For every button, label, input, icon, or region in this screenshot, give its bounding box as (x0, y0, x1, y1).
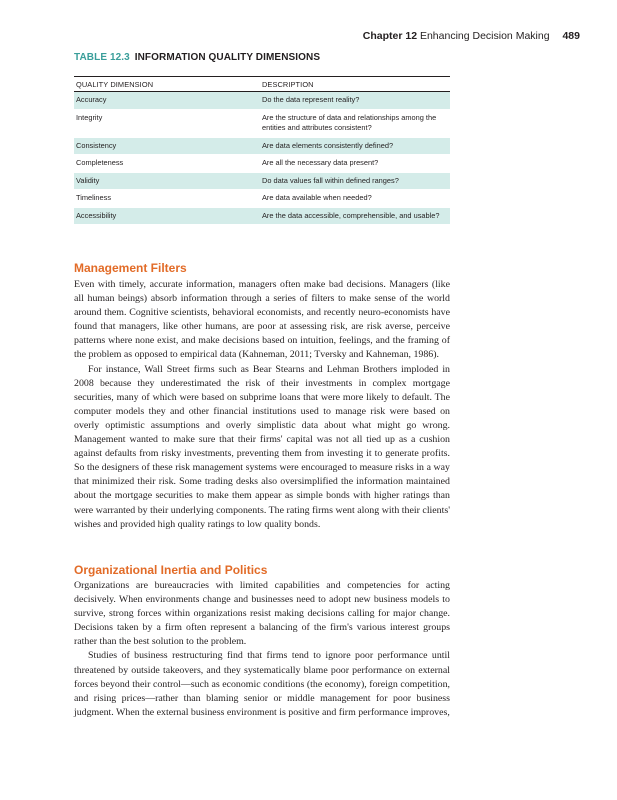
table-row (74, 155, 450, 173)
table-caption (74, 52, 450, 63)
table-row (74, 207, 450, 225)
table-label: TABLE 12.3 (74, 52, 130, 63)
description-cell: Are the data accessible, comprehensible, and usable? (260, 207, 450, 225)
chapter-title: Enhancing Decision Making (419, 30, 550, 42)
dimension-cell: Accuracy (74, 92, 260, 110)
column-header-description: DESCRIPTION (260, 77, 450, 92)
section-heading-management-filters: Management Filters (74, 261, 187, 275)
dimension-cell: Timeliness (74, 190, 260, 208)
dimension-cell: Integrity (74, 109, 260, 137)
table-row (74, 92, 450, 110)
table-title: INFORMATION QUALITY DIMENSIONS (134, 52, 321, 63)
info-quality-table (74, 76, 450, 225)
section-heading-organizational-inertia: Organizational Inertia and Politics (74, 563, 268, 577)
chapter-label: Chapter 12 (362, 30, 418, 42)
paragraph: Even with timely, accurate information, managers often make bad decisions. Managers (like all human beings) absorb information through a series of filters to make sense of the world around them. Cognitive scientists, behavioral economists, and recently neuro-economists have found that managers, like other humans, are poor at assessing risk, are risk averse, perceive patterns where none exist, and make decisions based on intuition, feelings, and the framing of the problem as opposed to empirical data (Kahneman, 2011; Tversky and Kahneman, 1986). (74, 279, 450, 361)
description-cell: Are the structure of data and relationships among the entities and attributes consistent? (260, 109, 450, 137)
dimension-cell: Completeness (74, 155, 260, 173)
dimension-cell: Validity (74, 172, 260, 190)
table-row (74, 172, 450, 190)
description-cell: Are data available when needed? (260, 190, 450, 208)
info-quality-table-block (74, 52, 450, 225)
dimension-cell: Accessibility (74, 207, 260, 225)
management-filters-body (74, 278, 450, 532)
description-cell: Do the data represent reality? (260, 92, 450, 110)
description-cell: Are all the necessary data present? (260, 155, 450, 173)
page-number: 489 (562, 30, 580, 42)
description-cell: Do data values fall within defined ranges? (260, 172, 450, 190)
table-header-row (74, 77, 450, 92)
column-header-dimension: QUALITY DIMENSION (74, 77, 260, 92)
paragraph: For instance, Wall Street firms such as Bear Stearns and Lehman Brothers imploded in 2008 because they underestimated the risk of their investments in complex mortgage securities, many of which were based on subprime loans that were more likely to default. The computer models they and other financial institutions used to manage risk were based on overly optimistic assumptions and overly simplistic data about what might go wrong. Management wanted to make sure that their firms' capital was not all tied up as a cushion against defaults from risky investments, preventing them from investing it to generate profits. So the designers of these risk management systems were encouraged to measure risks in a way that minimized their risk. Some trading desks also oversimplified the information maintained about the mortgage securities to make them appear as simple bonds with higher ratings than were warranted by their underlying components. The rating firms went along with their clients' wishes and provided high quality ratings to low quality bonds. (74, 363, 450, 530)
organizational-inertia-body (74, 579, 450, 720)
description-cell: Are data elements consistently defined? (260, 137, 450, 155)
table-row (74, 109, 450, 137)
table-row (74, 190, 450, 208)
dimension-cell: Consistency (74, 137, 260, 155)
table-row (74, 137, 450, 155)
paragraph: Organizations are bureaucracies with limited capabilities and competencies for acting decisively. When environments change and businesses need to adopt new business models to survive, strong forces within organizations resist making decisions calling for major change. Decisions taken by a firm often represent a balancing of the firm's various interest groups rather than the best solution to the problem. (74, 580, 450, 648)
running-header (60, 30, 580, 42)
paragraph: Studies of business restructuring find that firms tend to ignore poor performance until threatened by outside takeovers, and they systematically blame poor performance on external forces beyond their control—such as economic conditions (the economy), foreign competition, and rising prices—rather than blaming senior or middle management for poor business judgment. When the external business environment is positive and firm performance improves, (74, 650, 450, 718)
